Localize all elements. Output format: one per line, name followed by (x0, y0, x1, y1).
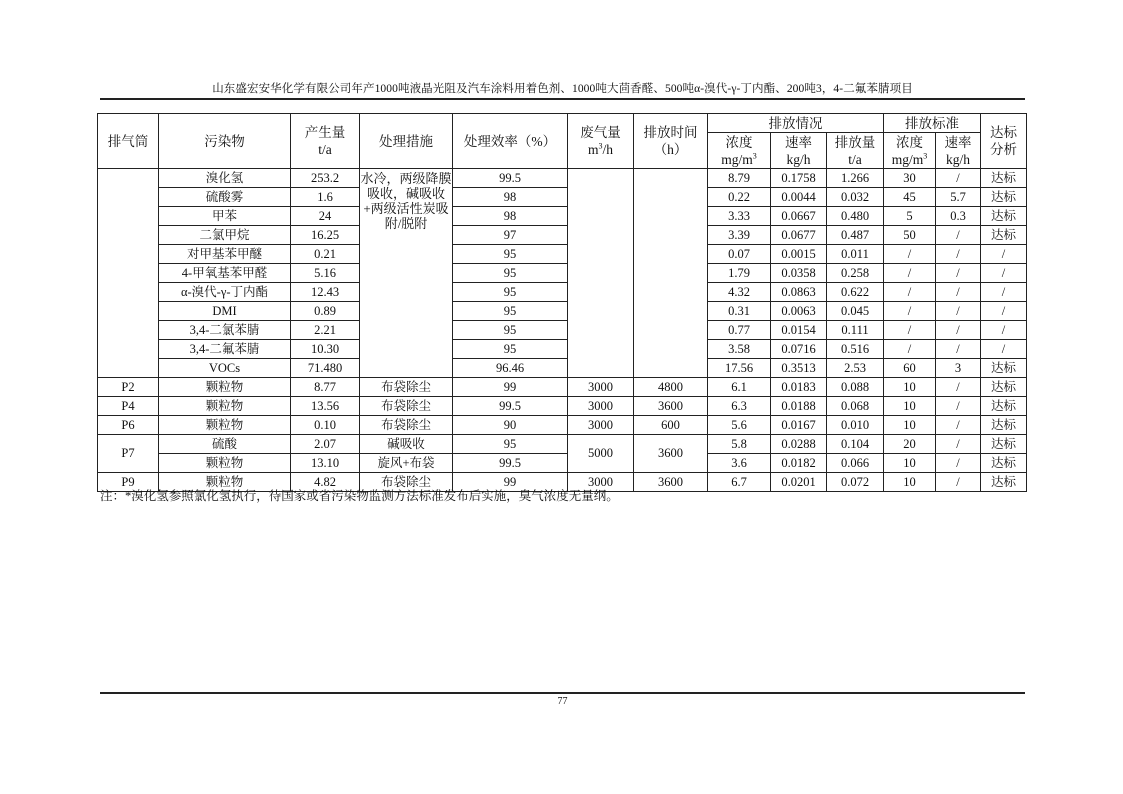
generation-cell: 13.10 (291, 454, 360, 473)
stack-cell (98, 169, 159, 378)
amount-cell: 0.045 (827, 302, 884, 321)
table-row (98, 340, 1027, 359)
amount-cell: 0.088 (827, 378, 884, 397)
pollutant-cell: 甲苯 (159, 207, 291, 226)
amount-cell: 2.53 (827, 359, 884, 378)
time-cell: 3600 (634, 435, 708, 473)
conc-cell: 5.8 (708, 435, 771, 454)
std-rate-cell: / (936, 397, 981, 416)
generation-cell: 24 (291, 207, 360, 226)
time-label: 排放时间 (643, 125, 698, 140)
table-row (98, 435, 1027, 454)
conc-cell: 17.56 (708, 359, 771, 378)
stack-cell: P4 (98, 397, 159, 416)
conc-cell: 3.33 (708, 207, 771, 226)
rate-cell: 0.0154 (771, 321, 827, 340)
std-conc-cell: / (884, 283, 936, 302)
amount-cell: 0.066 (827, 454, 884, 473)
conc-cell: 4.32 (708, 283, 771, 302)
compliance-cell: 达标 (981, 207, 1027, 226)
std-conc-cell: 45 (884, 188, 936, 207)
col-pollutant-header: 污染物 (159, 114, 291, 169)
efficiency-cell: 99 (453, 473, 568, 492)
rate-cell: 0.0716 (771, 340, 827, 359)
generation-cell: 4.82 (291, 473, 360, 492)
std-conc-cell: 10 (884, 473, 936, 492)
gas-volume-cell: 3000 (568, 416, 634, 435)
amount-cell: 0.104 (827, 435, 884, 454)
compliance-cell: 达标 (981, 169, 1027, 188)
table-row (98, 397, 1027, 416)
measure-cell: 旋风+布袋 (360, 454, 453, 473)
std-rate-cell: / (936, 378, 981, 397)
generation-cell: 2.21 (291, 321, 360, 340)
pollutant-cell: 颗粒物 (159, 454, 291, 473)
efficiency-cell: 95 (453, 264, 568, 283)
amount-cell: 0.258 (827, 264, 884, 283)
conc-cell: 0.07 (708, 245, 771, 264)
pollutant-cell: VOCs (159, 359, 291, 378)
compliance-cell: / (981, 302, 1027, 321)
pollutant-cell: 硫酸雾 (159, 188, 291, 207)
efficiency-cell: 95 (453, 340, 568, 359)
pollutant-cell: 对甲基苯甲醚 (159, 245, 291, 264)
col-compliance-header: 达标 分析 (981, 114, 1027, 169)
compliance-cell: 达标 (981, 397, 1027, 416)
col-stack-header: 排气筒 (98, 114, 159, 169)
rate-cell: 0.0188 (771, 397, 827, 416)
table-row (98, 188, 1027, 207)
compliance-cell: 达标 (981, 473, 1027, 492)
generation-unit: t/a (318, 142, 332, 157)
col-std-rate-header: 速率 kg/h (936, 133, 981, 169)
header-row (98, 114, 1027, 133)
rate-cell: 0.0015 (771, 245, 827, 264)
rate-cell: 0.1758 (771, 169, 827, 188)
stack-cell: P9 (98, 473, 159, 492)
efficiency-cell: 95 (453, 283, 568, 302)
std-rate-cell: / (936, 435, 981, 454)
stack-cell: P7 (98, 435, 159, 473)
amount-cell: 0.072 (827, 473, 884, 492)
std-conc-cell: / (884, 302, 936, 321)
efficiency-cell: 90 (453, 416, 568, 435)
std-conc-cell: 10 (884, 378, 936, 397)
col-time-header (634, 114, 708, 169)
pollutant-cell: 颗粒物 (159, 473, 291, 492)
conc-cell: 0.22 (708, 188, 771, 207)
conc-cell: 5.6 (708, 416, 771, 435)
compliance-cell: 达标 (981, 454, 1027, 473)
rate-cell: 0.0667 (771, 207, 827, 226)
std-rate-cell: / (936, 416, 981, 435)
standard-group-header: 排放标准 (884, 114, 981, 133)
std-rate-cell: / (936, 169, 981, 188)
measure-cell: 布袋除尘 (360, 473, 453, 492)
pollutant-cell: 颗粒物 (159, 397, 291, 416)
compliance-cell: 达标 (981, 435, 1027, 454)
std-conc-cell: 5 (884, 207, 936, 226)
std-rate-cell: / (936, 245, 981, 264)
measure-cell: 布袋除尘 (360, 397, 453, 416)
emission-group-header: 排放情况 (708, 114, 884, 133)
table-footnote: 注：*溴化氢参照氯化氢执行，待国家或省污染物监测方法标准发布后实施，臭气浓度无量纲。 (100, 489, 619, 503)
efficiency-cell: 99 (453, 378, 568, 397)
rate-cell: 0.0288 (771, 435, 827, 454)
col-generation-header (291, 114, 360, 169)
table-row (98, 283, 1027, 302)
efficiency-cell: 95 (453, 302, 568, 321)
table-row (98, 416, 1027, 435)
std-conc-cell: 30 (884, 169, 936, 188)
pollutant-cell: 4-甲氧基苯甲醛 (159, 264, 291, 283)
std-rate-cell: / (936, 283, 981, 302)
table-row (98, 359, 1027, 378)
amount-cell: 0.032 (827, 188, 884, 207)
std-rate-cell: / (936, 226, 981, 245)
generation-cell: 10.30 (291, 340, 360, 359)
std-rate-cell: / (936, 321, 981, 340)
time-cell: 4800 (634, 378, 708, 397)
generation-cell: 5.16 (291, 264, 360, 283)
conc-cell: 3.39 (708, 226, 771, 245)
col-rate-header: 速率 kg/h (771, 133, 827, 169)
table-row (98, 226, 1027, 245)
table-row (98, 454, 1027, 473)
generation-cell: 1.6 (291, 188, 360, 207)
rate-cell: 0.0183 (771, 378, 827, 397)
amount-cell: 0.010 (827, 416, 884, 435)
std-rate-cell: 5.7 (936, 188, 981, 207)
time-cell (634, 169, 708, 378)
compliance-cell: / (981, 283, 1027, 302)
gas-volume-cell: 3000 (568, 473, 634, 492)
conc-cell: 6.3 (708, 397, 771, 416)
gas-volume-label: 废气量 (580, 125, 621, 140)
compliance-cell: 达标 (981, 378, 1027, 397)
std-conc-cell: / (884, 245, 936, 264)
page-number: 77 (557, 696, 568, 707)
table-body (98, 169, 1027, 492)
std-conc-cell: 10 (884, 416, 936, 435)
col-gas-volume-header (568, 114, 634, 169)
rate-cell: 0.0677 (771, 226, 827, 245)
efficiency-cell: 99.5 (453, 454, 568, 473)
table-row (98, 378, 1027, 397)
generation-cell: 0.89 (291, 302, 360, 321)
std-rate-cell: 3 (936, 359, 981, 378)
std-rate-cell: / (936, 473, 981, 492)
table-row (98, 169, 1027, 188)
rate-cell: 0.0182 (771, 454, 827, 473)
efficiency-cell: 98 (453, 207, 568, 226)
efficiency-cell: 99.5 (453, 397, 568, 416)
gas-volume-cell (568, 169, 634, 378)
header-divider (100, 98, 1025, 100)
efficiency-cell: 96.46 (453, 359, 568, 378)
pollutant-cell: α-溴代-γ-丁内酯 (159, 283, 291, 302)
amount-cell: 0.516 (827, 340, 884, 359)
conc-cell: 8.79 (708, 169, 771, 188)
generation-cell: 71.480 (291, 359, 360, 378)
std-conc-cell: 10 (884, 397, 936, 416)
table-row (98, 321, 1027, 340)
conc-cell: 0.31 (708, 302, 771, 321)
rate-cell: 0.0201 (771, 473, 827, 492)
emissions-table (97, 113, 1027, 492)
measure-cell: 布袋除尘 (360, 378, 453, 397)
rate-cell: 0.0358 (771, 264, 827, 283)
std-conc-cell: / (884, 340, 936, 359)
compliance-cell: 达标 (981, 416, 1027, 435)
col-efficiency-header: 处理效率（%） (453, 114, 568, 169)
col-conc-header: 浓度 $mg/m^3$ (708, 133, 771, 169)
col-amount-header: 排放量 t/a (827, 133, 884, 169)
table-row (98, 207, 1027, 226)
generation-label: 产生量 (304, 125, 346, 140)
conc-cell: 6.1 (708, 378, 771, 397)
compliance-cell: 达标 (981, 226, 1027, 245)
table-row (98, 302, 1027, 321)
compliance-cell: 达标 (981, 188, 1027, 207)
pollutant-cell: 溴化氢 (159, 169, 291, 188)
generation-cell: 16.25 (291, 226, 360, 245)
time-cell: 600 (634, 416, 708, 435)
efficiency-cell: 95 (453, 435, 568, 454)
amount-cell: 0.068 (827, 397, 884, 416)
measure-cell: 布袋除尘 (360, 416, 453, 435)
rate-cell: 0.0063 (771, 302, 827, 321)
efficiency-cell: 95 (453, 321, 568, 340)
table-row (98, 264, 1027, 283)
std-conc-cell: / (884, 264, 936, 283)
measure-cell: 水冷，两级降膜吸收，碱吸收+两级活性炭吸附/脱附 (360, 169, 453, 378)
gas-volume-cell: 3000 (568, 378, 634, 397)
rate-cell: 0.0863 (771, 283, 827, 302)
compliance-cell: / (981, 264, 1027, 283)
generation-cell: 13.56 (291, 397, 360, 416)
std-rate-cell: / (936, 340, 981, 359)
pollutant-cell: 二氯甲烷 (159, 226, 291, 245)
conc-cell: 6.7 (708, 473, 771, 492)
efficiency-cell: 97 (453, 226, 568, 245)
footer-divider (100, 692, 1025, 694)
gas-volume-unit: $m^3/h$ (587, 141, 614, 157)
pollutant-cell: DMI (159, 302, 291, 321)
compliance-cell: / (981, 340, 1027, 359)
time-cell: 3600 (634, 397, 708, 416)
amount-cell: 0.011 (827, 245, 884, 264)
conc-cell: 3.6 (708, 454, 771, 473)
col-std-conc-header: 浓度 $mg/m^3$ (884, 133, 936, 169)
generation-cell: 0.21 (291, 245, 360, 264)
stack-cell: P6 (98, 416, 159, 435)
std-rate-cell: / (936, 302, 981, 321)
rate-cell: 0.3513 (771, 359, 827, 378)
amount-cell: 1.266 (827, 169, 884, 188)
generation-cell: 2.07 (291, 435, 360, 454)
generation-cell: 12.43 (291, 283, 360, 302)
conc-cell: 1.79 (708, 264, 771, 283)
std-conc-cell: / (884, 321, 936, 340)
conc-cell: 3.58 (708, 340, 771, 359)
pollutant-cell: 3,4-二氟苯腈 (159, 340, 291, 359)
generation-cell: 253.2 (291, 169, 360, 188)
std-rate-cell: / (936, 454, 981, 473)
measure-cell: 碱吸收 (360, 435, 453, 454)
pollutant-cell: 颗粒物 (159, 416, 291, 435)
compliance-cell: / (981, 245, 1027, 264)
generation-cell: 0.10 (291, 416, 360, 435)
amount-cell: 0.487 (827, 226, 884, 245)
amount-cell: 0.111 (827, 321, 884, 340)
conc-cell: 0.77 (708, 321, 771, 340)
efficiency-cell: 99.5 (453, 169, 568, 188)
col-measure-header: 处理措施 (360, 114, 453, 169)
time-cell: 3600 (634, 473, 708, 492)
compliance-cell: 达标 (981, 359, 1027, 378)
std-rate-cell: / (936, 264, 981, 283)
rate-cell: 0.0044 (771, 188, 827, 207)
amount-cell: 0.480 (827, 207, 884, 226)
std-conc-cell: 60 (884, 359, 936, 378)
std-conc-cell: 10 (884, 454, 936, 473)
std-conc-cell: 20 (884, 435, 936, 454)
amount-cell: 0.622 (827, 283, 884, 302)
table-row (98, 245, 1027, 264)
std-rate-cell: 0.3 (936, 207, 981, 226)
compliance-cell: / (981, 321, 1027, 340)
document-header-title: 山东盛宏安华化学有限公司年产1000吨液晶光阻及汽车涂料用着色剂、1000吨大茴香醛、500吨α-溴代-γ-丁内酯、200吨3，4-二氟苯腈项目 (212, 83, 913, 95)
pollutant-cell: 3,4-二氯苯腈 (159, 321, 291, 340)
time-unit: （h） (653, 142, 688, 157)
efficiency-cell: 95 (453, 245, 568, 264)
efficiency-cell: 98 (453, 188, 568, 207)
std-conc-cell: 50 (884, 226, 936, 245)
generation-cell: 8.77 (291, 378, 360, 397)
rate-cell: 0.0167 (771, 416, 827, 435)
stack-cell: P2 (98, 378, 159, 397)
gas-volume-cell: 3000 (568, 397, 634, 416)
gas-volume-cell: 5000 (568, 435, 634, 473)
pollutant-cell: 颗粒物 (159, 378, 291, 397)
pollutant-cell: 硫酸 (159, 435, 291, 454)
